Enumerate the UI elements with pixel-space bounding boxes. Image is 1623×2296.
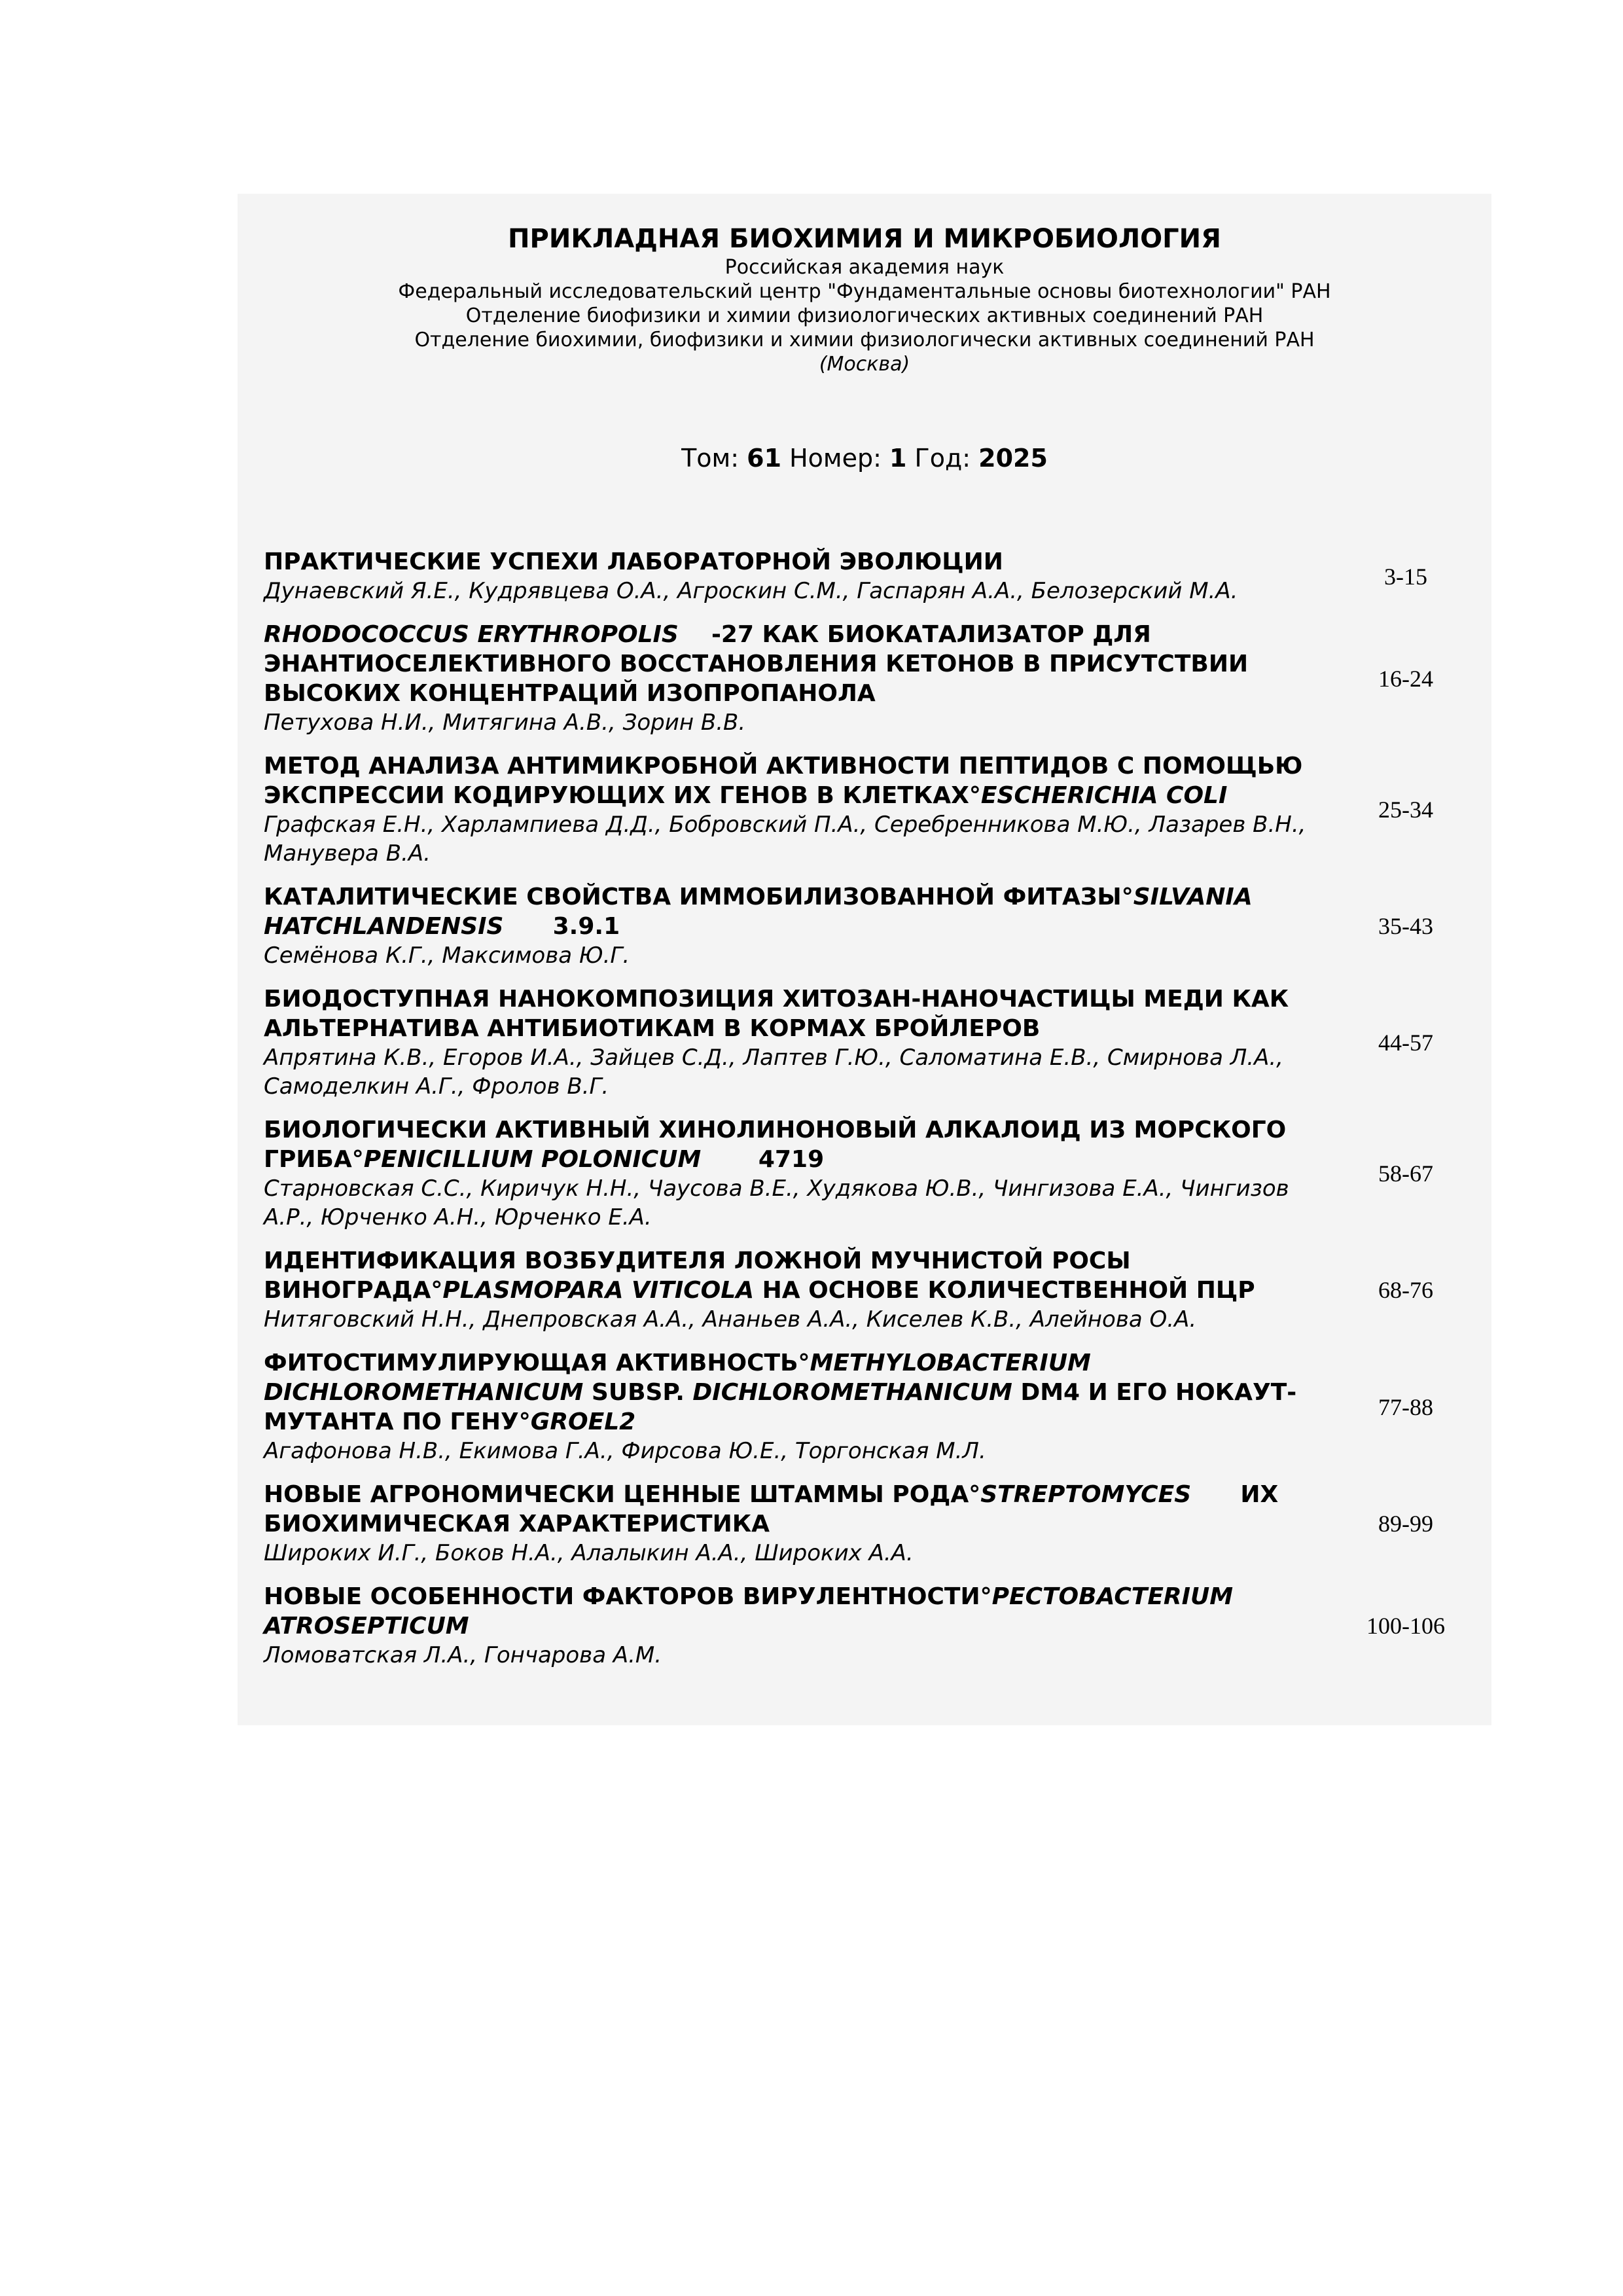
article-title[interactable] bbox=[264, 1246, 1337, 1305]
article-title[interactable] bbox=[264, 882, 1337, 941]
article-title-italic-part: DICHLOROMETHANICUM bbox=[692, 1379, 1012, 1406]
org-line: Отделение биофизики и химии физиологических активных соединений РАН bbox=[465, 304, 1264, 327]
article-authors: Старновская С.С., Киричук Н.Н., Чаусова В.Е., Худякова Ю.В., Чингизова Е.А., Чингизов А.Р., Юрченко А.Н., Юрченко Е.А. bbox=[264, 1175, 1289, 1230]
article-title-part: МЕТОД АНАЛИЗА АНТИМИКРОБНОЙ АКТИВНОСТИ ПЕПТИДОВ С ПОМОЩЬЮ ЭКСПРЕССИИ КОДИРУЮЩИХ ИХ ГЕНОВ В КЛЕТКАХ° bbox=[264, 753, 1311, 809]
content-panel bbox=[238, 194, 1491, 1725]
year-label: Год: bbox=[914, 444, 971, 473]
org-line: Отделение биохимии, биофизики и химии физиологически активных соединений РАН bbox=[414, 329, 1315, 351]
article-title[interactable] bbox=[264, 1115, 1337, 1174]
article-pages: 58-67 bbox=[1378, 1160, 1433, 1187]
article-title-part: НА ОСНОВЕ КОЛИЧЕСТВЕННОЙ ПЦР bbox=[754, 1277, 1255, 1304]
article-entry[interactable] bbox=[264, 620, 1481, 737]
number-value: 1 bbox=[889, 444, 907, 473]
org-line: Федеральный исследовательский центр "Фундаментальные основы биотехнологии" РАН bbox=[398, 280, 1331, 303]
number-label: Номер: bbox=[789, 444, 882, 473]
article-pages: 68-76 bbox=[1378, 1277, 1433, 1303]
article-entry[interactable] bbox=[264, 751, 1481, 868]
article-authors: Агафонова Н.В., Екимова Г.А., Фирсова Ю.Е., Торгонская М.Л. bbox=[264, 1438, 986, 1464]
article-title-part: НОВЫЕ ОСОБЕННОСТИ ФАКТОРОВ ВИРУЛЕНТНОСТИ° bbox=[264, 1583, 992, 1610]
article-pages: 89-99 bbox=[1378, 1511, 1433, 1537]
article-title-italic-part: GROEL2 bbox=[530, 1408, 636, 1435]
article-authors: Дунаевский Я.Е., Кудрявцева О.А., Агроскин С.М., Гаспарян А.А., Белозерский М.А. bbox=[264, 578, 1238, 604]
article-title-italic-part: STREPTOMYCES bbox=[980, 1481, 1192, 1508]
article-text bbox=[264, 547, 1337, 605]
table-of-contents bbox=[264, 547, 1481, 1684]
article-title[interactable] bbox=[264, 984, 1337, 1043]
article-title-italic-part: PENICILLIUM POLONICUM bbox=[363, 1146, 702, 1173]
article-pages: 3-15 bbox=[1384, 563, 1427, 590]
article-title-part: SUBSP. bbox=[583, 1379, 693, 1406]
article-title-part: БИОЛОГИЧЕСКИ АКТИВНЫЙ ХИНОЛИНОНОВЫЙ АЛКАЛОИД ИЗ МОРСКОГО ГРИБА° bbox=[264, 1117, 1294, 1173]
article-title-italic-part: PLASMOPARA VITICOLA bbox=[442, 1277, 755, 1304]
article-text bbox=[264, 1246, 1337, 1334]
volume-label: Том: bbox=[681, 444, 740, 473]
article-authors: Петухова Н.И., Митягина А.В., Зорин В.В. bbox=[264, 709, 746, 736]
article-title[interactable] bbox=[264, 620, 1337, 708]
article-text bbox=[264, 751, 1337, 868]
city: (Москва) bbox=[819, 353, 910, 376]
article-title-part: 3.9.1 bbox=[503, 913, 620, 940]
article-authors: Широких И.Г., Боков Н.А., Алалыкин А.А., Широких А.А. bbox=[264, 1540, 914, 1566]
article-title-part: ПРАКТИЧЕСКИЕ УСПЕХИ ЛАБОРАТОРНОЙ ЭВОЛЮЦИИ bbox=[264, 548, 1003, 575]
article-text bbox=[264, 882, 1337, 970]
article-entry[interactable] bbox=[264, 882, 1481, 970]
article-pages: 77-88 bbox=[1378, 1393, 1433, 1420]
article-pages: 100-106 bbox=[1366, 1613, 1445, 1639]
article-title-part: КАТАЛИТИЧЕСКИЕ СВОЙСТВА ИММОБИЛИЗОВАННОЙ ФИТАЗЫ° bbox=[264, 884, 1133, 910]
article-pages: 35-43 bbox=[1378, 913, 1433, 939]
article-title-part: НОВЫЕ АГРОНОМИЧЕСКИ ЦЕННЫЕ ШТАММЫ РОДА° bbox=[264, 1481, 981, 1508]
article-title-part: ИХ БИОХИМИЧЕСКАЯ ХАРАКТЕРИСТИКА bbox=[264, 1481, 1287, 1537]
article-title[interactable] bbox=[264, 1582, 1337, 1641]
article-title-italic-part: RHODOCOCCUS ERYTHROPOLIS bbox=[264, 621, 679, 648]
article-entry[interactable] bbox=[264, 547, 1481, 605]
article-title-italic-part: SILVANIA HATCHLANDENSIS bbox=[264, 884, 1261, 940]
article-title-part: DM4 И ЕГО НОКАУТ-МУТАНТА ПО ГЕНУ° bbox=[264, 1379, 1297, 1435]
article-title[interactable] bbox=[264, 1348, 1337, 1437]
article-entry[interactable] bbox=[264, 1582, 1481, 1670]
article-pages: 16-24 bbox=[1378, 665, 1433, 692]
article-entry[interactable] bbox=[264, 1115, 1481, 1232]
org-line: Российская академия наук bbox=[724, 256, 1005, 279]
article-authors: Семёнова К.Г., Максимова Ю.Г. bbox=[264, 942, 630, 969]
journal-header bbox=[238, 223, 1491, 376]
article-authors: Нитяговский Н.Н., Днепровская А.А., Ананьев А.А., Киселев К.В., Алейнова О.А. bbox=[264, 1306, 1197, 1333]
journal-title: ПРИКЛАДНАЯ БИОХИМИЯ И МИКРОБИОЛОГИЯ bbox=[508, 224, 1221, 254]
article-title[interactable] bbox=[264, 751, 1337, 810]
article-text bbox=[264, 984, 1337, 1101]
article-title-italic-part: ESCHERICHIA COLI bbox=[980, 782, 1228, 809]
article-text bbox=[264, 1582, 1337, 1670]
article-title-part: -27 КАК БИОКАТАЛИЗАТОР ДЛЯ ЭНАНТИОСЕЛЕКТИВНОГО ВОССТАНОВЛЕНИЯ КЕТОНОВ В ПРИСУТСТВИИ ВЫСОКИХ КОНЦЕНТРАЦИЙ ИЗОПРОПАНОЛА bbox=[264, 621, 1257, 707]
article-text bbox=[264, 1115, 1337, 1232]
article-title-italic-part: PECTOBACTERIUM ATROSEPTICUM bbox=[264, 1583, 1241, 1640]
article-entry[interactable] bbox=[264, 1246, 1481, 1334]
article-text bbox=[264, 1348, 1337, 1465]
article-text bbox=[264, 1480, 1337, 1568]
article-title[interactable] bbox=[264, 1480, 1337, 1539]
article-entry[interactable] bbox=[264, 1480, 1481, 1568]
issue-info bbox=[238, 442, 1491, 474]
article-entry[interactable] bbox=[264, 984, 1481, 1101]
article-title-part: БИОДОСТУПНАЯ НАНОКОМПОЗИЦИЯ ХИТОЗАН-НАНОЧАСТИЦЫ МЕДИ КАК АЛЬТЕРНАТИВА АНТИБИОТИКАМ В КОРМАХ БРОЙЛЕРОВ bbox=[264, 986, 1297, 1042]
article-title-part: ИДЕНТИФИКАЦИЯ ВОЗБУДИТЕЛЯ ЛОЖНОЙ МУЧНИСТОЙ РОСЫ ВИНОГРАДА° bbox=[264, 1247, 1139, 1304]
article-authors: Апрятина К.В., Егоров И.А., Зайцев С.Д., Лаптев Г.Ю., Саломатина Е.В., Смирнова Л.А., Самоделкин А.Г., Фролов В.Г. bbox=[264, 1045, 1283, 1100]
article-authors: Ломоватская Л.А., Гончарова А.М. bbox=[264, 1642, 662, 1668]
article-authors: Графская Е.Н., Харлампиева Д.Д., Бобровский П.А., Серебренникова М.Ю., Лазарев В.Н., Манувера В.А. bbox=[264, 812, 1306, 867]
year-value: 2025 bbox=[978, 444, 1048, 473]
article-title[interactable] bbox=[264, 547, 1337, 577]
article-text bbox=[264, 620, 1337, 737]
article-title-part: 4719 bbox=[701, 1146, 825, 1173]
article-title-part: ФИТОСТИМУЛИРУЮЩАЯ АКТИВНОСТЬ° bbox=[264, 1350, 810, 1376]
article-entry[interactable] bbox=[264, 1348, 1481, 1465]
article-title-italic-part: METHYLOBACTERIUM DICHLOROMETHANICUM bbox=[264, 1350, 1099, 1406]
article-pages: 25-34 bbox=[1378, 797, 1433, 823]
volume-value: 61 bbox=[747, 444, 782, 473]
article-pages: 44-57 bbox=[1378, 1030, 1433, 1056]
